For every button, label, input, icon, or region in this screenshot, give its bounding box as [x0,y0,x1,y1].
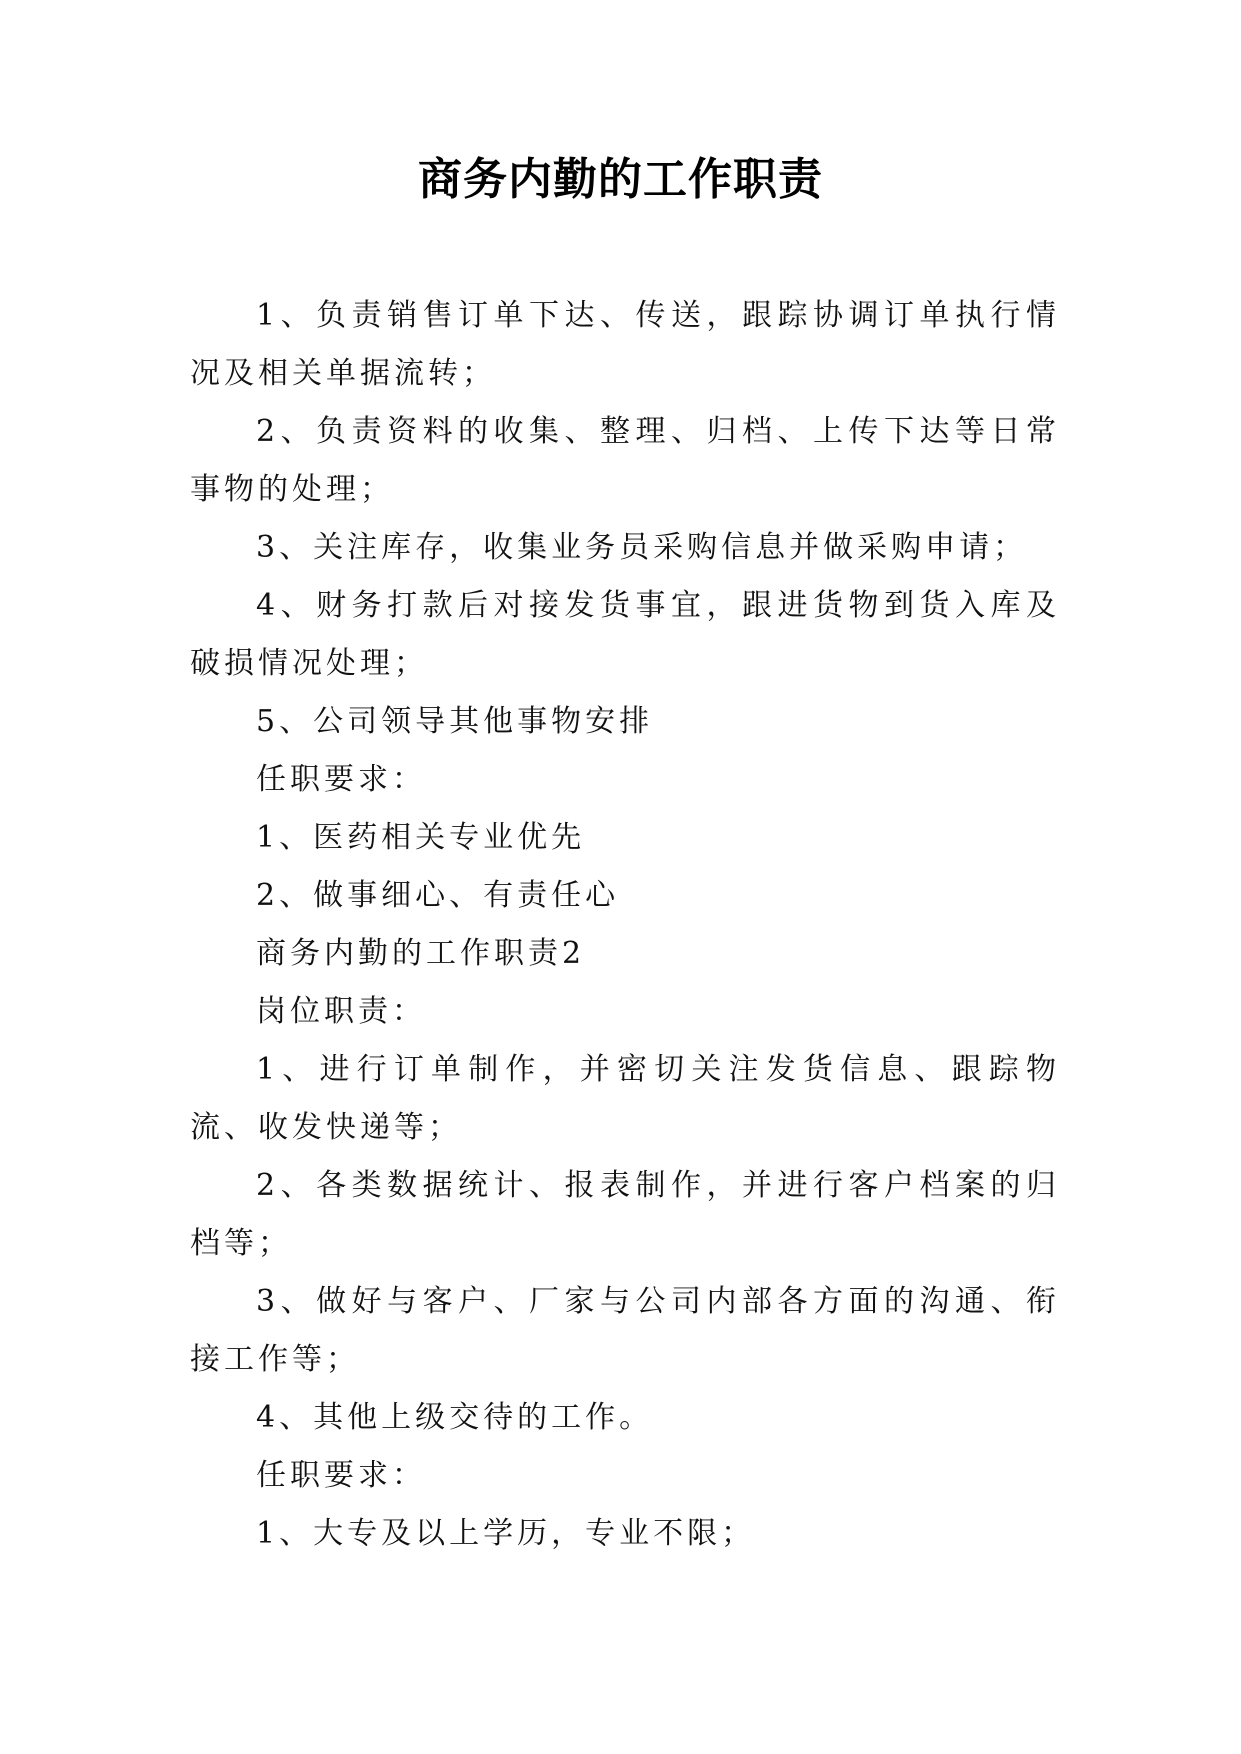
paragraph-duty-4: 4、财务打款后对接发货事宜，跟进货物到货入库及破损情况处理； [190,588,1060,681]
paragraph-section-2-title: 商务内勤的工作职责2 [256,936,586,971]
paragraph-requirement-2: 2、做事细心、有责任心 [256,878,620,913]
paragraph-section2-duty-3: 3、做好与客户、厂家与公司内部各方面的沟通、衔接工作等； [190,1284,1060,1377]
document-title: 商务内勤的工作职责 [418,154,823,205]
paragraph-duties-heading: 岗位职责： [256,994,426,1029]
paragraph-section2-duty-4: 4、其他上级交待的工作。 [256,1400,654,1435]
paragraph-duty-1: 1、负责销售订单下达、传送，跟踪协调订单执行情况及相关单据流转； [190,298,1060,391]
document-body [190,287,1060,1563]
paragraph-duty-3: 3、关注库存，收集业务员采购信息并做采购申请； [256,530,1028,565]
paragraph-section2-requirements-heading: 任职要求： [256,1458,426,1493]
paragraph-section2-requirement-1: 1、大专及以上学历，专业不限； [256,1516,756,1551]
paragraph-requirements-heading: 任职要求： [256,762,426,797]
paragraph-section2-duty-2: 2、各类数据统计、报表制作，并进行客户档案的归档等； [190,1168,1060,1261]
paragraph-duty-2: 2、负责资料的收集、整理、归档、上传下达等日常事物的处理； [190,414,1060,507]
paragraph-duty-5: 5、公司领导其他事物安排 [256,704,654,739]
paragraph-requirement-1: 1、医药相关专业优先 [256,820,586,855]
paragraph-section2-duty-1: 1、进行订单制作，并密切关注发货信息、跟踪物流、收发快递等； [190,1052,1060,1145]
